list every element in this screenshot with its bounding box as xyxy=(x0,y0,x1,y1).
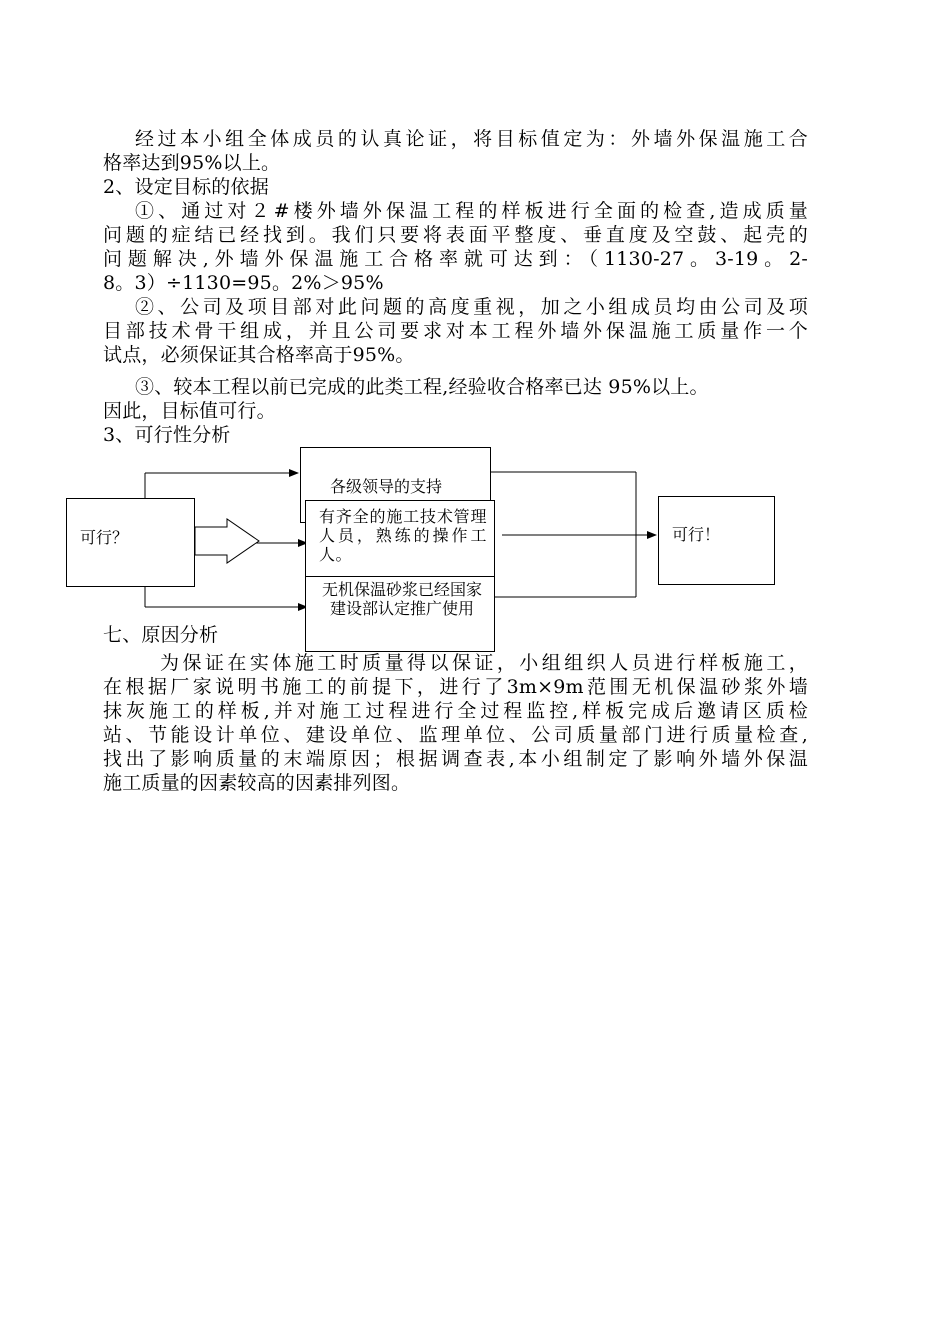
heading-cause-analysis: 七、原因分析 xyxy=(103,624,219,646)
heading-basis: 2、设定目标的依据 xyxy=(103,176,269,198)
mortar-label: 无机保温砂浆已经国家建设部认定推广使用 xyxy=(322,580,483,618)
staff-mortar-box xyxy=(305,500,495,652)
goal-line-2: 格率达到95%以上。 xyxy=(103,152,281,174)
basis2-line-3: 试点，必须保证其合格率高于95%。 xyxy=(103,344,415,366)
basis3-line-2: 因此，目标值可行。 xyxy=(103,400,276,422)
basis1-line-3: 问题解决,外墙外保温施工合格率就可达到：（1130-27。3-19。2- xyxy=(103,248,808,270)
basis1-line-1: ①、通过对２#楼外墙外保温工程的样板进行全面的检查,造成质量 xyxy=(135,200,808,222)
box-divider xyxy=(306,576,494,577)
basis2-line-1: ②、公司及项目部对此问题的高度重视，加之小组成员均由公司及项 xyxy=(135,296,808,318)
big-hollow-arrow xyxy=(195,519,259,563)
cause-line-2: 在根据厂家说明书施工的前提下，进行了3m×9m范围无机保温砂浆外墙 xyxy=(103,676,808,698)
staff-label: 有齐全的施工技术管理人员，熟练的操作工人。 xyxy=(319,507,487,564)
basis2-line-2: 目部技术骨干组成，并且公司要求对本工程外墙外保温施工质量作一个 xyxy=(103,320,808,342)
result-label: 可行！ xyxy=(672,525,721,544)
heading-feasibility: 3、可行性分析 xyxy=(103,424,231,446)
cause-line-5: 找出了影响质量的末端原因；根据调查表,本小组制定了影响外墙外保温 xyxy=(103,748,808,770)
start-label: 可行？ xyxy=(80,528,129,547)
cause-line-6: 施工质量的因素较高的因素排列图。 xyxy=(103,772,411,794)
basis3-line-1: ③、较本工程以前已完成的此类工程,经验收合格率已达 95%以上。 xyxy=(135,376,709,398)
support-label: 各级领导的支持 xyxy=(330,477,443,496)
cause-line-4: 站、节能设计单位、建设单位、监理单位、公司质量部门进行质量检查, xyxy=(103,724,808,746)
basis1-line-2: 问题的症结已经找到。我们只要将表面平整度、垂直度及空鼓、起壳的 xyxy=(103,224,808,246)
basis1-line-4: 8。3）÷1130=95。2%＞95% xyxy=(103,272,384,294)
result-box xyxy=(658,496,775,585)
cause-line-1: 为保证在实体施工时质量得以保证，小组组织人员进行样板施工， xyxy=(160,652,808,674)
goal-line-1: 经过本小组全体成员的认真论证，将目标值定为：外墙外保温施工合 xyxy=(135,128,808,150)
start-box xyxy=(66,498,195,587)
cause-line-3: 抹灰施工的样板,并对施工过程进行全过程监控,样板完成后邀请区质检 xyxy=(103,700,808,722)
